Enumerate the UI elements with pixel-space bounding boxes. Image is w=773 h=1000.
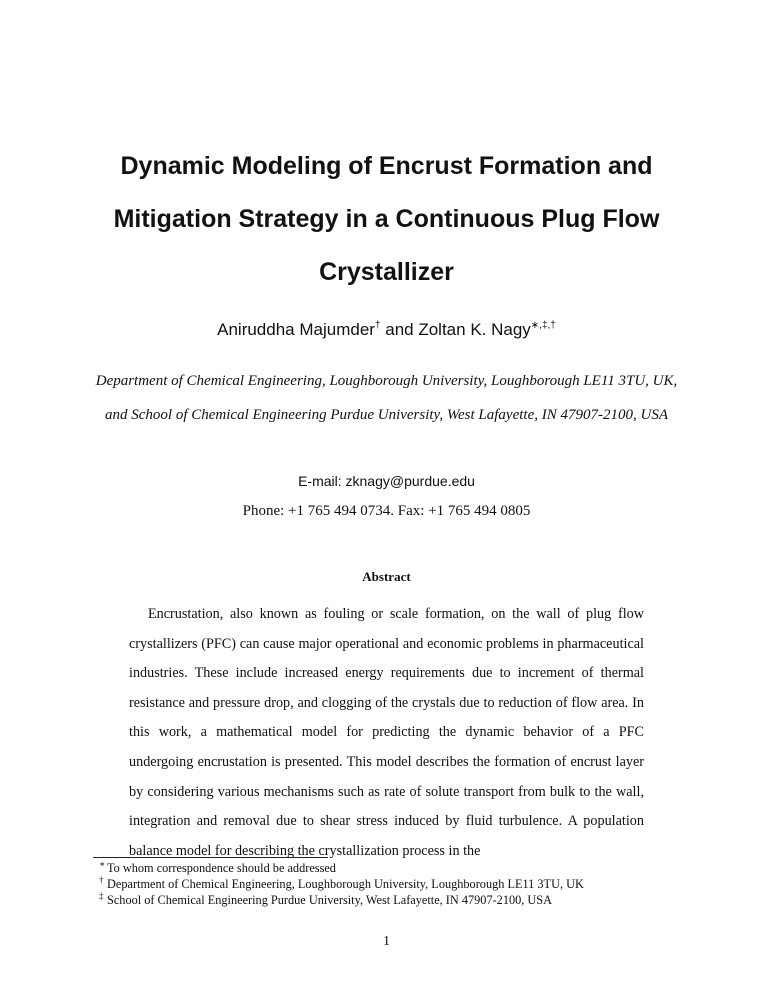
footnote	[99, 859, 727, 876]
footnote-mark: ‡	[99, 891, 104, 901]
footnote-text: To whom correspondence should be addressed	[107, 861, 336, 875]
footnote-divider	[93, 857, 328, 858]
footnote-mark: †	[99, 875, 104, 885]
author-name: Zoltan K. Nagy	[418, 320, 531, 339]
abstract-text: Encrustation, also known as fouling or scale formation, on the wall of plug flow crystallizers (PFC) can cause major operational and economic problems in pharmaceutical industries. These include increased energy requirements due to increment of thermal resistance and pressure drop, and clogging of the crystals due to reduction of flow area. In this work, a mathematical model for predicting the dynamic behavior of a PFC undergoing encrustation is presented. This model describes the formation of encrust layer by considering various mechanisms such as rate of solute transport from bulk to the wall, integration and removal due to shear stress induced by fluid turbulence. A population balance model for describing the crystallization process in the	[129, 606, 644, 859]
abstract-heading: Abstract	[362, 569, 411, 584]
author-list	[60, 318, 713, 342]
page-number: 1	[383, 934, 390, 949]
footnotes	[99, 859, 727, 908]
contact-phone-fax: Phone: +1 765 494 0734. Fax: +1 765 494 0805	[242, 503, 531, 519]
author-conjunction: and	[385, 320, 414, 339]
footnote-text: School of Chemical Engineering Purdue University, West Lafayette, IN 47907-2100, USA	[107, 893, 553, 907]
author-footnote-marks: †	[374, 320, 381, 331]
footnote	[99, 891, 727, 908]
footnote-text: Department of Chemical Engineering, Loughborough University, Loughborough LE11 3TU, UK	[107, 877, 584, 891]
footnote	[99, 875, 727, 892]
contact-email: E-mail: zknagy@purdue.edu	[298, 473, 475, 489]
author-footnote-marks: ∗,‡,†	[530, 320, 556, 331]
paper-title: Dynamic Modeling of Encrust Formation and Mitigation Strategy in a Continuous Plug Flow Crystallizer	[113, 152, 660, 286]
footnote-mark: ∗	[99, 859, 106, 869]
affiliation: Department of Chemical Engineering, Loughborough University, Loughborough LE11 3TU, UK, and School of Chemical Engineering Purdue University, West Lafayette, IN 47907-2100, USA	[95, 373, 678, 423]
author-name: Aniruddha Majumder	[217, 320, 375, 339]
